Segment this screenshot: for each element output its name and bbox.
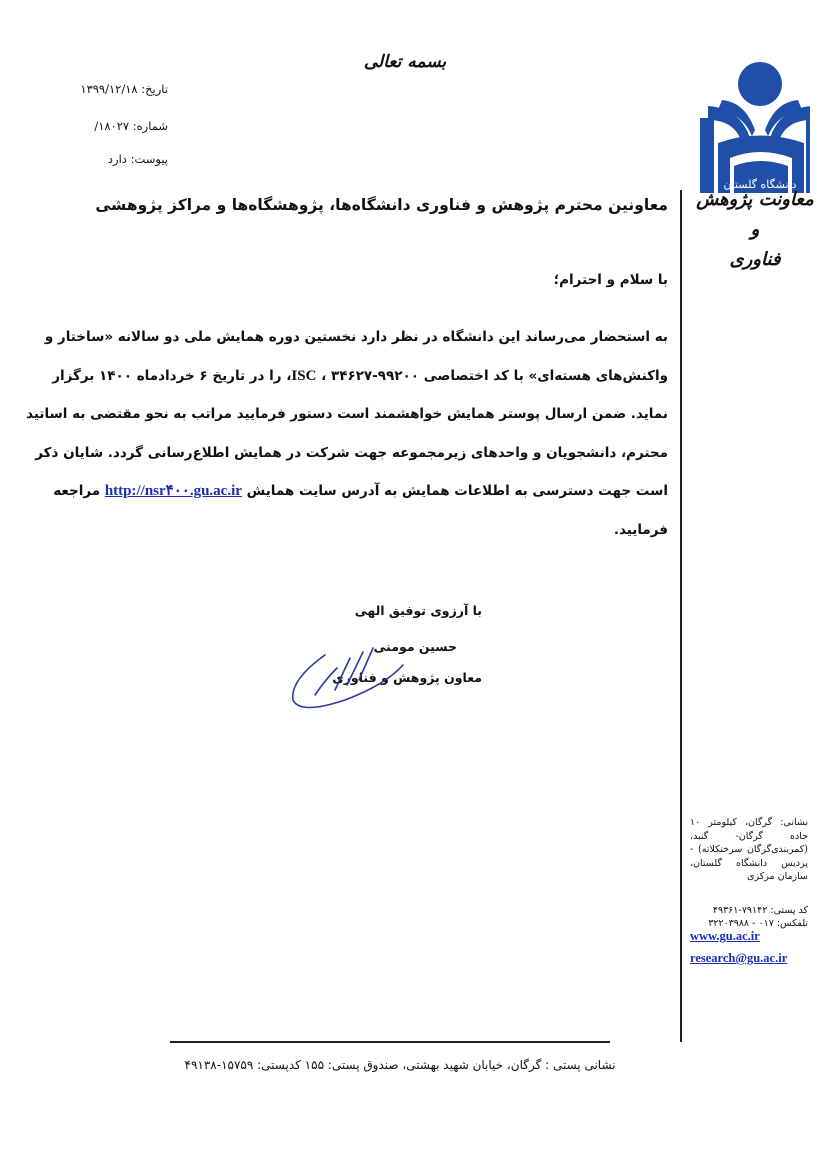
phone: تلفکس: ۰۱۷ - ۳۲۲۰۳۹۸۸ [708,918,808,929]
greeting: با سلام و احترام؛ [553,272,668,288]
number-value: ۱۸۰۲۷/ [94,119,130,133]
vertical-divider [680,190,682,1042]
university-logo-icon [700,58,810,193]
website-link[interactable]: www.gu.ac.ir [690,929,760,943]
svg-text:دانشگاه گلستان: دانشگاه گلستان [723,178,797,191]
footer-divider [170,1041,610,1043]
department-name [695,185,815,275]
email-link[interactable]: research@gu.ac.ir [690,951,788,965]
body-text: واکنش‌های هسته‌ای» با کد اختصاصی [423,367,668,384]
footer-address: نشانی پستی : گرگان، خیابان شهید بهشتی، صندوق پستی: ۱۵۵ کدپستی: ۱۵۷۵۹-۴۹۱۳۸ [184,1058,616,1072]
body-line: فرمایید. [613,521,668,538]
body-line: محترم، دانشجویان و واحدهای زیرمجموعه جهت شرکت در همایش اطلاع‌رسانی گردد. شایان ذکر [35,444,668,461]
body-line [53,472,668,511]
body-text: ، ۳۴۶۲۷-۹۹۲۰۰، را در تاریخ ۶ خردادماه ۱۴۰۰ برگزار [52,367,419,384]
attachment-label: پیوست: [130,152,168,166]
body-line: نماید. ضمن ارسال پوستر همایش خواهشمند است دستور فرمایید مراتب به نحو مقتضی به اساتید [26,406,668,422]
basmala: بسمه تعالی [363,52,447,72]
date-value: ۱۳۹۹/۱۲/۱۸ [80,82,138,96]
body-line [52,357,668,396]
attachment-value: دارد [107,152,127,166]
recipient-title: معاونین محترم پژوهش و فناوری دانشگاه‌ها، پژوهشگاه‌ها و مراکز پژوهشی [95,196,668,214]
conference-link[interactable]: http://nsr۴۰۰.gu.ac.ir [104,483,242,499]
number-label: شماره: [132,119,168,133]
signer-name: حسین مومنی [373,639,457,654]
department-line-1: معاونت پژوهش و [696,189,814,240]
handwritten-signature-icon [285,640,415,715]
body-text: مراجعه [53,483,101,499]
letter-body [26,318,668,549]
isc-label: ISC [291,367,317,384]
signer-title: معاون پژوهش و فناوری [332,670,482,685]
date-field [80,82,168,96]
sidebar-address: نشانی: گرگان، کیلومتر ۱۰ جاده گرگان- گنبد، (کمربندی‌گرگان سرخنکلاته) - پردیس دانشگاه گلستان، سازمان مرکزی [690,817,808,882]
body-line: به استحضار می‌رساند این دانشگاه در نظر دارد نخستین دوره همایش ملی دو سالانه «ساختار و [44,329,668,345]
department-line-2: فناوری [729,249,781,270]
body-text: است جهت دسترسی به اطلاعات همایش به آدرس سایت همایش [246,483,668,499]
closing: با آرزوی توفیق الهی [354,603,482,618]
date-label: تاریخ: [141,82,168,96]
number-field [94,119,168,133]
attachment-field [108,152,168,166]
postal-code: کد پستی: ۷۹۱۴۲-۴۹۳۶۱ [712,905,808,916]
